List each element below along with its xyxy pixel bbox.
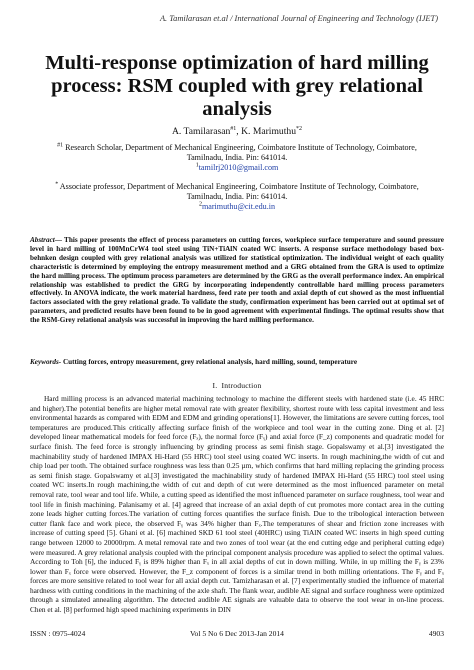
keywords-text: Cutting forces, entropy measurement, grey relational analysis, hard milling, sound, temperature [61,358,358,366]
abstract-text: — This paper presents the effect of process parameters on cutting forces, workpiece surface temperature and sound pressure level in hard milling of 100MnCrW4 tool steel using TiN+TiAlN coated WC inserts. A response surface methodology based box-behnken design coupled with grey relational analysis was utilized for statistical optimization. The individual weight of each quality characteristic is determined by employing the entropy measurement method and a GRG obtained from the GRA is used to optimize the hard milling process. The optimum process parameters are determined by the GRG as the overall performance index. An empirical relationship was established to predict the GRG by incorporating independently controllable hard milling process parameters effectively. In ANOVA indicate, the work material hardness, feed rate per tooth and axial depth of cut showed as the most influential factors associated with the grey relational grade. To validate the study, confirmation experiment has been carried out at optimal set of parameters, and predicted results have been found to be in good agreement with experimental findings. The optimal results show that the RSM-Grey relational analysis was successful in improving the hard milling performance. [30,236,444,325]
author-name: A. Tamilarasan [172,126,231,137]
section-number: I. [212,381,218,390]
abstract-label: Abstract [30,236,55,244]
keywords [30,358,444,367]
email-marker: 1 [195,162,199,169]
affiliation-marker: * [55,181,59,188]
keywords-label: Keywords- [30,358,62,366]
affiliation-2 [44,182,430,212]
section-heading [0,381,474,390]
affiliation-line: Research Scholar, Department of Mechanical Engineering, Coimbatore Institute of Technology, Coimbatore, [63,143,417,152]
section-title: Introduction [221,381,262,390]
affiliation-marker: #1 [57,142,64,149]
author-separator: , [236,126,242,137]
body-text: Hard milling process is an advanced material machining technology to machine the different steels with hardened state (i.e. 45 HRC and higher).The potential benefits are higher metal removal rate with greater flexibility, shortest route with less capital investment and less environmental hazards as compared with EDM and EDM and grinding operations[1]. However, the limitations are severe cutting forces, tool temperatures are produced.This critically affecting surface finish of the workpiece and tool wear in the cutting zone. Ding et al. [2] developed linear mathematical models for feed force (Fₓ), the normal force (Fᵧ) and axial force (F_z) components and quadratic model for surface finish. The feed force is strongly influencing by grinding process as semi finish stage. Gopalswamy et al.[3] investigated the machinability study of hardened IMPAX Hi-Hard (55 HRC) tool steel using coated WC inserts. In rough machining,the width of cut and chip load per tooth. The obtained surface roughness was less than 0.25 µm, which confirms that hard milling replacing the grinding process as semi finish stage. Gopalswamy et al.[3] investigated the machinability study of hardened IMPAX Hi-Hard (55 HRC) tool steel using coated WC inserts.In rough machining,the width of cut and depth of cut were determined as the most influenced parameter on metal removal rate, tool wear and tool life. While, a cutting speed as identified the most influenced parameter on surface roughness, tool wear and tool life in finish machining. Palanisamy et al. [4] agreed that increase of an axial depth of cut promotes more contact area in the cutting zone leads higher cutting forces.The variation of cutting forces quantifies the surface finish. Due to the tribological interaction between cutter flank face and work piece, the observed Fᵧ was 34% higher than Fₓ.The temperatures of shear and friction zone increases with increase of cutting speed [5]. Ghani et al. [6] machined SKD 61 tool steel (40HRC) using TiAlN coated WC inserts in high speed cutting range between 12000 to 20000rpm. A metal removal rate and two zones of tool wear (at the end cutting edge and peripheral cutting edge) were measured. A grey relational analysis coupled with the principal component analysis procedure was applied to select the optimal values. According to Toh [6], the induced Fᵧ is 89% higher than Fₓ in all axial depths of cut in down milling. While, in up milling the Fᵧ is 23% lower than Fₓ force were observed. However, the F_z component of forces is a similar trend in both milling orientations. The Fᵧ and Fₓ forces are more sensitive related to tool wear for all axial depth cut. Tamizharasan et al. [7] experimentally studied the influence of material hardness with cutting conditions in the machining of the axle shaft. The flank wear, audible AE signal and surface roughness were optimized through a simulated annealing algorithm. The detected audible AE signals are valuable data to observe the tool wear in on-line process. Chen et al. [8] performed high speed machining experiments in DIN [30,394,444,615]
footer-volume: Vol 5 No 6 Dec 2013-Jan 2014 [190,629,284,638]
email-marker: 2 [198,201,202,208]
author-superscript: *2 [296,125,302,132]
affiliation-1 [44,143,430,173]
author-line [0,126,474,137]
footer-page-number: 4903 [428,629,444,638]
running-header: A. Tamilarasan et.al / International Journal of Engineering and Technology (IJET) [159,14,438,23]
footer-issn: ISSN : 0975-4024 [30,629,86,638]
abstract [30,236,444,325]
author-name: K. Marimuthu [241,126,296,137]
affiliation-line: Tamilnadu, India. Pin: 641014. [186,153,288,162]
email-link[interactable]: marimuthu@cit.edu.in [201,202,276,211]
affiliation-line: Associate professor, Department of Mechanical Engineering, Coimbatore Institute of Technology, Coimbatore, [58,182,419,191]
paper-title: Multi-response optimization of hard milling process: RSM coupled with grey relational analysis [45,52,429,120]
author-superscript: #1 [230,125,237,132]
affiliation-line: Tamilnadu, India. Pin: 641014. [186,192,288,201]
email-link[interactable]: tamilrj2010@gmail.com [198,163,279,172]
